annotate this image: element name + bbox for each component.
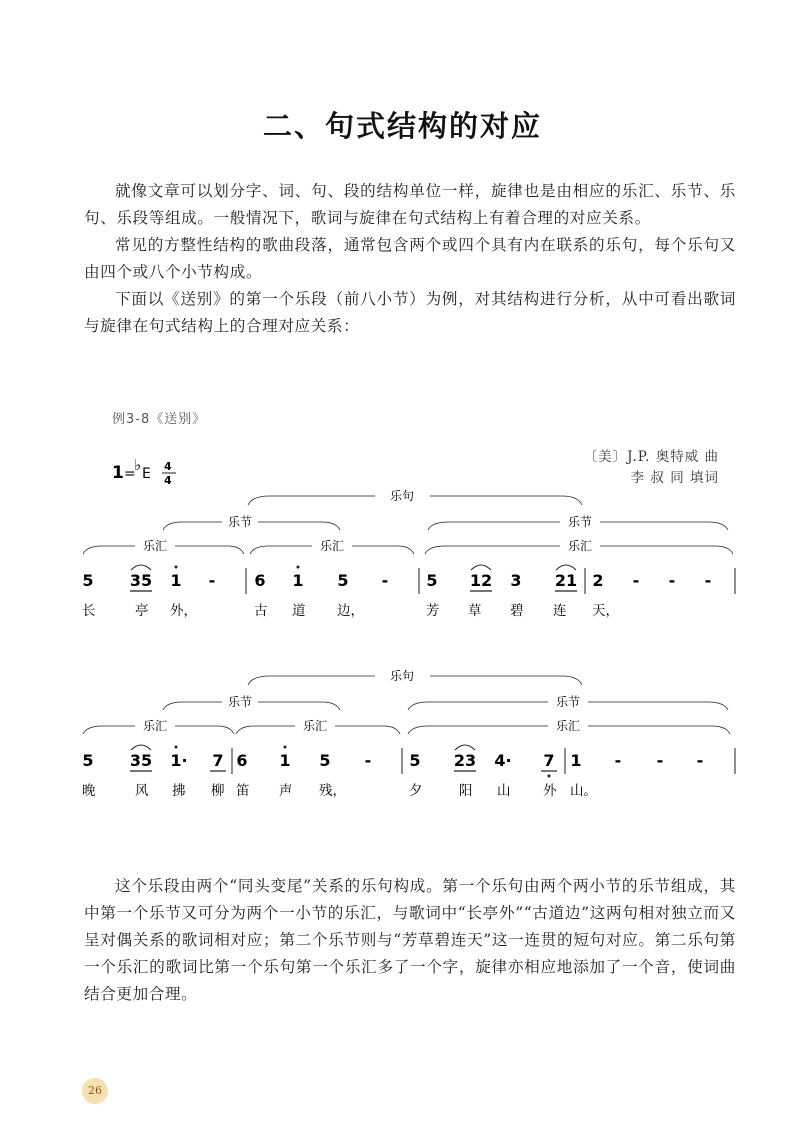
note: 35: [129, 751, 153, 770]
lyric: 天，: [592, 603, 619, 619]
note: -: [668, 571, 676, 590]
note: 5: [319, 751, 331, 770]
note: -: [656, 751, 664, 770]
note: 7: [212, 751, 224, 770]
lyric: 夕: [409, 783, 423, 799]
note: -: [632, 571, 640, 590]
note: 4·: [494, 751, 512, 770]
paragraph-example-intro: 下面以《送别》的第一个乐段（前八小节）为例，对其结构进行分析，从中可看出歌词与旋律在句式结构上的合理对应关系：: [84, 290, 736, 335]
motif-label: 乐汇: [319, 539, 345, 553]
lyric: 拂: [172, 783, 186, 799]
section-label: 乐节: [227, 515, 253, 529]
lyric: 笛: [236, 783, 250, 799]
note: -: [364, 751, 372, 770]
system2-notes: [82, 751, 703, 770]
key-signature: [112, 456, 151, 483]
lyric: 声: [279, 783, 293, 799]
section-label: 乐节: [567, 515, 593, 529]
note: 3: [510, 571, 522, 590]
note: -: [614, 751, 622, 770]
motif-label: 乐汇: [142, 539, 168, 553]
note: 5: [82, 571, 94, 590]
lyric: 残，: [319, 783, 346, 799]
lyric: 碧: [510, 603, 524, 619]
lyric: 古: [254, 603, 268, 619]
paragraph-intro: 就像文章可以划分字、词、句、段的结构单位一样，旋律也是由相应的乐汇、乐节、乐句、乐段等组成。一般情况下，歌词与旋律在句式结构上有着合理的对应关系。: [84, 182, 736, 227]
motif-label: 乐汇: [302, 719, 328, 733]
note: 5: [426, 571, 438, 590]
note: 23: [453, 751, 477, 770]
lyric: 外: [543, 783, 557, 799]
time-bottom: 4: [164, 474, 172, 487]
phrase-label: 乐句: [389, 669, 415, 683]
note: -: [696, 751, 704, 770]
system1-brackets: [83, 488, 733, 554]
note: 5: [409, 751, 421, 770]
motif-label: 乐汇: [555, 719, 581, 733]
note: 6: [236, 751, 248, 770]
section-label: 乐节: [555, 695, 581, 709]
system2-lyrics: [82, 782, 597, 799]
note: 5: [82, 751, 94, 770]
note: -: [704, 571, 712, 590]
page-number: 26: [82, 1078, 108, 1104]
lyricist-credit: 李 叔 同 填词: [630, 470, 719, 486]
lyric: 草: [468, 603, 482, 619]
lyric: 连: [553, 603, 567, 619]
note: 1·: [170, 751, 188, 770]
composer-credit: 〔美〕J.P. 奥特威 曲: [583, 449, 719, 465]
lyric: 长: [82, 603, 96, 619]
lyric: 风: [135, 783, 149, 799]
note: 1: [279, 751, 291, 770]
note: 5: [337, 571, 349, 590]
note: 1: [570, 751, 582, 770]
note: -: [208, 571, 216, 590]
lyric: 山: [497, 783, 511, 799]
lyric: 晚: [82, 783, 96, 799]
motif-label: 乐汇: [142, 719, 168, 733]
note: 6: [254, 571, 266, 590]
lyric: 芳: [426, 603, 440, 619]
page-title: 二、句式结构的对应: [262, 109, 542, 143]
section-label: 乐节: [227, 695, 253, 709]
time-signature: [162, 460, 176, 487]
note: 12: [469, 571, 493, 590]
key-one: 1: [112, 463, 124, 483]
lyric: 柳: [211, 783, 225, 799]
note: 2: [592, 571, 604, 590]
note: 1: [170, 571, 182, 590]
lyric: 阳: [459, 783, 473, 799]
note: 1: [292, 571, 304, 590]
note: 21: [554, 571, 578, 590]
system1-lyrics: [82, 602, 619, 619]
system1-notes: [82, 571, 711, 590]
lyric: 山。: [570, 783, 597, 799]
key-flat: ♭: [134, 456, 142, 474]
key-letter: E: [142, 466, 151, 482]
lyric: 边，: [337, 603, 364, 619]
paragraph-summary: 这个乐段由两个“同头变尾”关系的乐句构成。第一个乐句由两个两小节的乐节组成，其中第一个乐节又可分为两个一小节的乐汇，与歌词中“长亭外”“古道边”这两句相对独立而又呈对偶关系的歌词相对应；第二个乐节则与“芳草碧连天”这一连贯的短句对应。第二乐句第一个乐汇的歌词比第一个乐句第一个乐汇多了一个字，旋律亦相应地添加了一个音，使词曲结合更加合理。: [84, 877, 736, 1003]
note: 35: [129, 571, 153, 590]
key-equals: =: [124, 466, 136, 482]
lyric: 外，: [170, 603, 197, 619]
note: -: [381, 571, 389, 590]
lyric: 道: [292, 603, 306, 619]
system2-brackets: [83, 668, 730, 734]
motif-label: 乐汇: [567, 539, 593, 553]
lyric: 亭: [135, 603, 149, 619]
example-label: 例3-8《送别》: [112, 412, 207, 427]
time-top: 4: [164, 460, 172, 473]
phrase-label: 乐句: [389, 489, 415, 503]
paragraph-structure: 常见的方整性结构的歌曲段落，通常包含两个或四个具有内在联系的乐句，每个乐句又由四个或八个小节构成。: [84, 236, 736, 281]
note: 7: [543, 751, 555, 770]
